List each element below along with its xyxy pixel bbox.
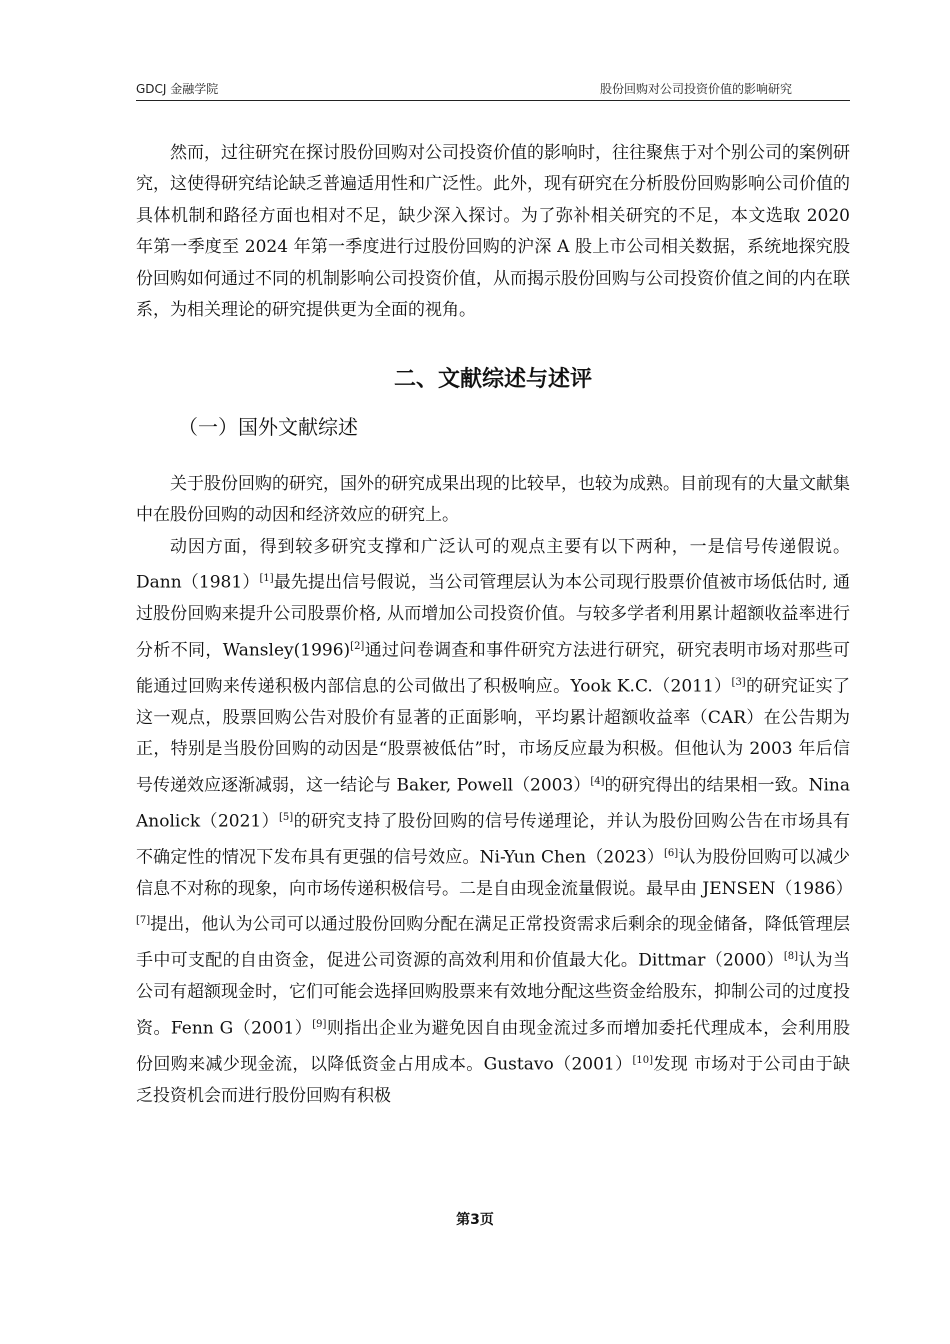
citation-marker: [9]: [312, 1018, 327, 1030]
document-body: [136, 138, 853, 1112]
citation-marker: [1]: [259, 573, 274, 585]
citation-marker: [2]: [350, 640, 365, 652]
subsection-heading: （一）国外文献综述: [178, 415, 358, 440]
citation-marker: [8]: [783, 951, 799, 963]
header-institution: GDCJ 金融学院: [136, 82, 219, 96]
citation-marker: [6]: [664, 847, 679, 859]
page-number: 第3页: [456, 1212, 494, 1228]
paragraph-intro-gap: 然而，过往研究在探讨股份回购对公司投资价值的影响时，往往聚焦于对个别公司的案例研究，这使得研究结论缺乏普遍适用性和广泛性。此外，现有研究在分析股份回购影响公司价值的具体机制和路径方面也相对不足，缺少深入探讨。为了弥补相关研究的不足，本文选取 2020 年第一季度至 2024 年第一季度进行过股份回购的沪深 A 股上市公司相关数据，系统地探究股份回购如何通过不同的机制影响公司投资价值，从而揭示股份回购与公司投资价值之间的内在联系，为相关理论的研究提供更为全面的视角。: [136, 143, 850, 321]
paragraph-overview: 关于股份回购的研究，国外的研究成果出现的比较早，也较为成熟。目前现有的大量文献集中在股份回购的动因和经济效应的研究上。: [136, 474, 850, 526]
citation-marker: [10]: [632, 1054, 654, 1066]
citation-marker: [5]: [279, 811, 294, 823]
page-header: [136, 78, 850, 101]
citation-marker: [3]: [731, 676, 746, 688]
section-heading: 二、文献综述与述评: [393, 367, 592, 393]
paragraph-motivation: 动因方面，得到较多研究支撑和广泛认可的观点主要有以下两种，一是信号传递假说。Dann（1981）[1]最先提出信号假说，当公司管理层认为本公司现行股票价值被市场低估时, 通过股份回购来提升公司股票价格, 从而增加公司投资价值。与较多学者利用累计超额收益率进行分析不同，Wansley(1996)[2]通过问卷调查和事件研究方法进行研究，研究表明市场对那些可能通过回购来传递积极内部信息的公司做出了积极响应。Yook K.C.（2011）[3]的研究证实了这一观点，股票回购公告对股价有显著的正面影响，平均累计超额收益率（CAR）在公告期为正，特别是当股份回购的动因是“股票被低估”时，市场反应最为积极。但他认为 2003 年后信号传递效应逐渐减弱，这一结论与 Baker, Powell（2003）[4]的研究得出的结果相一致。Nina Anolick（2021）[5]的研究支持了股份回购的信号传递理论，并认为股份回购公告在市场具有不确定性的情况下发布具有更强的信号效应。Ni-Yun Chen（2023）[6]认为股份回购可以减少信息不对称的现象，向市场传递积极信号。二是自由现金流量假说。最早由 JENSEN（1986）[7]提出，他认为公司可以通过股份回购分配在满足正常投资需求后剩余的现金储备，降低管理层手中可支配的自由资金，促进公司资源的高效利用和价值最大化。Dittmar（2000）[8]认为当公司有超额现金时，它们可能会选择回购股票来有效地分配这些资金给股东，抑制公司的过度投资。Fenn G（2001）[9]则指出企业为避免因自由现金流过多而增加委托代理成本，会利用股份回购来减少现金流，以降低资金占用成本。Gustavo（2001）[10]发现 市场对于公司由于缺乏投资机会而进行股份回购有积极: [136, 536, 853, 1106]
citation-marker: [7]: [136, 915, 151, 927]
citation-marker: [4]: [590, 775, 605, 787]
header-paper-title: 股份回购对公司投资价值的影响研究: [599, 82, 792, 96]
